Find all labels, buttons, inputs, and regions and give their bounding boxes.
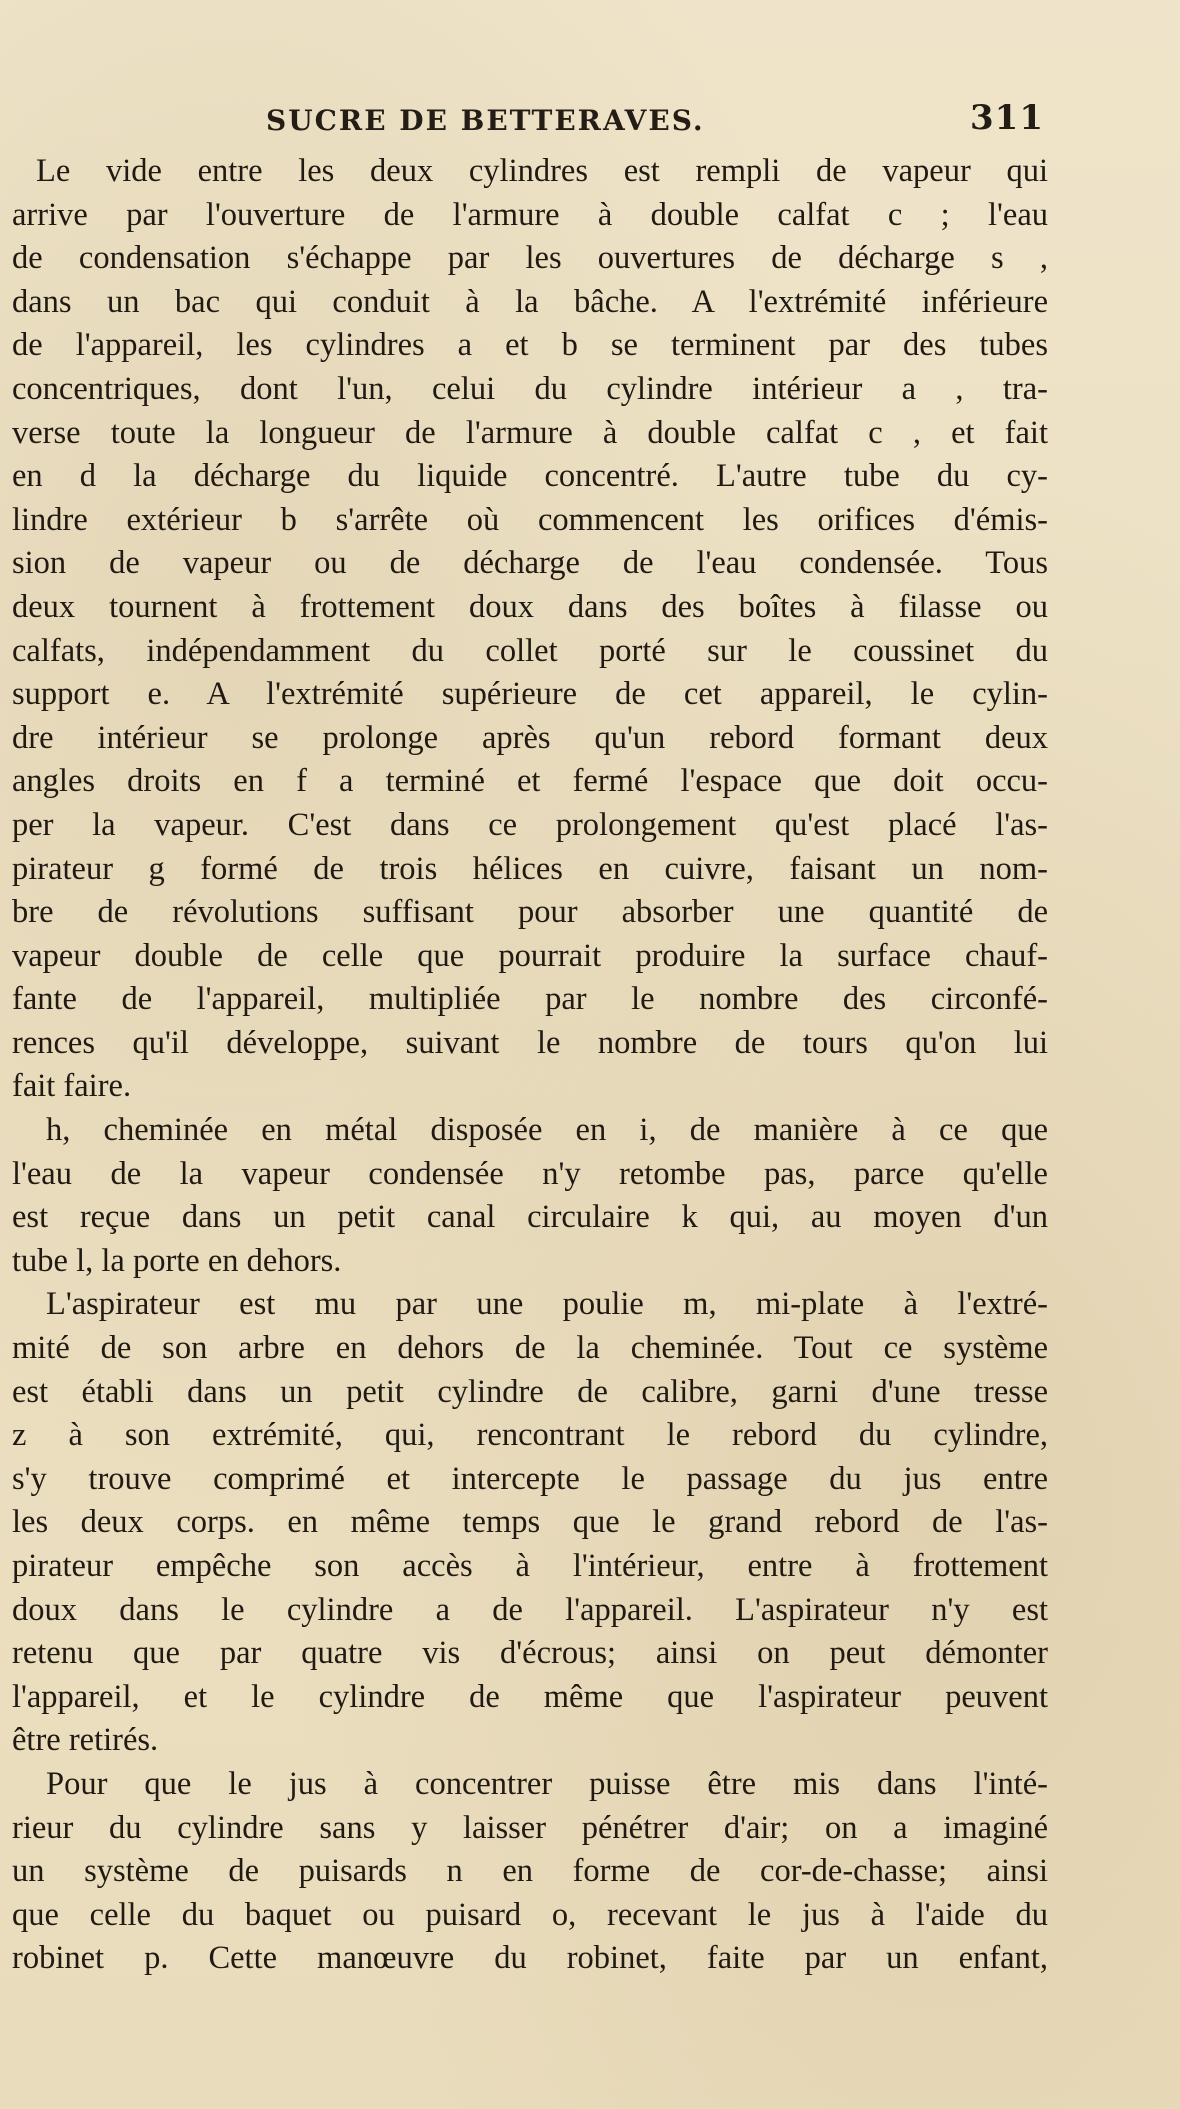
text-line: est établi dans un petit cylindre de calibre, garni d'une tresse: [12, 1373, 1048, 1410]
text-line: que celle du baquet ou puisard o, recevant le jus à l'aide du: [12, 1896, 1048, 1933]
text-line: robinet p. Cette manœuvre du robinet, faite par un enfant,: [12, 1940, 1048, 1977]
text-line: rences qu'il développe, suivant le nombre de tours qu'on lui: [12, 1024, 1048, 1061]
text-line: bre de révolutions suffisant pour absorber une quantité de: [12, 894, 1048, 931]
text-line: l'appareil, et le cylindre de même que l'aspirateur peuvent: [12, 1678, 1048, 1715]
text-line: lindre extérieur b s'arrête où commencent les orifices d'émis-: [12, 501, 1048, 538]
text-line: deux tournent à frottement doux dans des boîtes à filasse ou: [12, 588, 1048, 625]
text-line: en d la décharge du liquide concentré. L'autre tube du cy-: [12, 458, 1048, 495]
text-line: dre intérieur se prolonge après qu'un rebord formant deux: [12, 719, 1048, 756]
running-title: SUCRE DE BETTERAVES.: [266, 104, 705, 137]
text-line: pirateur g formé de trois hélices en cuivre, faisant un nom-: [12, 850, 1048, 887]
text-line: fante de l'appareil, multipliée par le nombre des circonfé-: [12, 981, 1048, 1018]
text-line: Le vide entre les deux cylindres est rempli de vapeur qui: [36, 153, 1048, 189]
text-line: de condensation s'échappe par les ouvertures de décharge s ,: [12, 240, 1048, 277]
text-line: rieur du cylindre sans y laisser pénétrer d'air; on a imaginé: [12, 1809, 1048, 1846]
text-line: vapeur double de celle que pourrait produire la surface chauf-: [12, 937, 1048, 974]
text-line: mité de son arbre en dehors de la cheminée. Tout ce système: [12, 1330, 1048, 1367]
text-line: angles droits en f a terminé et fermé l'espace que doit occu-: [12, 763, 1048, 800]
text-line: de l'appareil, les cylindres a et b se terminent par des tubes: [12, 327, 1048, 364]
text-line: fait faire.: [12, 1068, 132, 1105]
text-line: pirateur empêche son accès à l'intérieur, entre à frottement: [12, 1548, 1048, 1584]
text-line: tube l, la porte en dehors.: [12, 1242, 342, 1279]
text-line: s'y trouve comprimé et intercepte le passage du jus entre: [12, 1460, 1048, 1497]
text-line: retenu que par quatre vis d'écrous; ainsi on peut démonter: [12, 1635, 1048, 1672]
text-line: L'aspirateur est mu par une poulie m, mi-plate à l'extré-: [46, 1286, 1048, 1323]
page-number: 311: [970, 98, 1044, 138]
text-line: les deux corps. en même temps que le grand rebord de l'as-: [12, 1504, 1048, 1541]
text-line: z à son extrémité, qui, rencontrant le rebord du cylindre,: [12, 1417, 1048, 1454]
text-line: dans un bac qui conduit à la bâche. A l'extrémité inférieure: [12, 283, 1048, 320]
text-line: support e. A l'extrémité supérieure de cet appareil, le cylin-: [12, 676, 1048, 713]
text-line: Pour que le jus à concentrer puisse être mis dans l'inté-: [46, 1765, 1048, 1802]
text-line: l'eau de la vapeur condensée n'y retombe pas, parce qu'elle: [12, 1155, 1048, 1192]
text-line: sion de vapeur ou de décharge de l'eau condensée. Tous: [12, 545, 1048, 582]
text-line: arrive par l'ouverture de l'armure à double calfat c ; l'eau: [12, 196, 1048, 233]
text-line: un système de puisards n en forme de cor-de-chasse; ainsi: [12, 1853, 1048, 1890]
text-line: calfats, indépendamment du collet porté sur le coussinet du: [12, 632, 1048, 669]
text-line: est reçue dans un petit canal circulaire k qui, au moyen d'un: [12, 1199, 1048, 1236]
text-line: h, cheminée en métal disposée en i, de manière à ce que: [46, 1112, 1048, 1149]
text-line: être retirés.: [12, 1722, 159, 1759]
running-head: [266, 98, 1044, 146]
text-line: verse toute la longueur de l'armure à double calfat c , et fait: [12, 414, 1048, 451]
text-line: doux dans le cylindre a de l'appareil. L'aspirateur n'y est: [12, 1591, 1048, 1628]
body-text: [12, 150, 1048, 1981]
text-line: concentriques, dont l'un, celui du cylindre intérieur a , tra-: [12, 370, 1048, 407]
text-line: per la vapeur. C'est dans ce prolongement qu'est placé l'as-: [12, 806, 1048, 843]
